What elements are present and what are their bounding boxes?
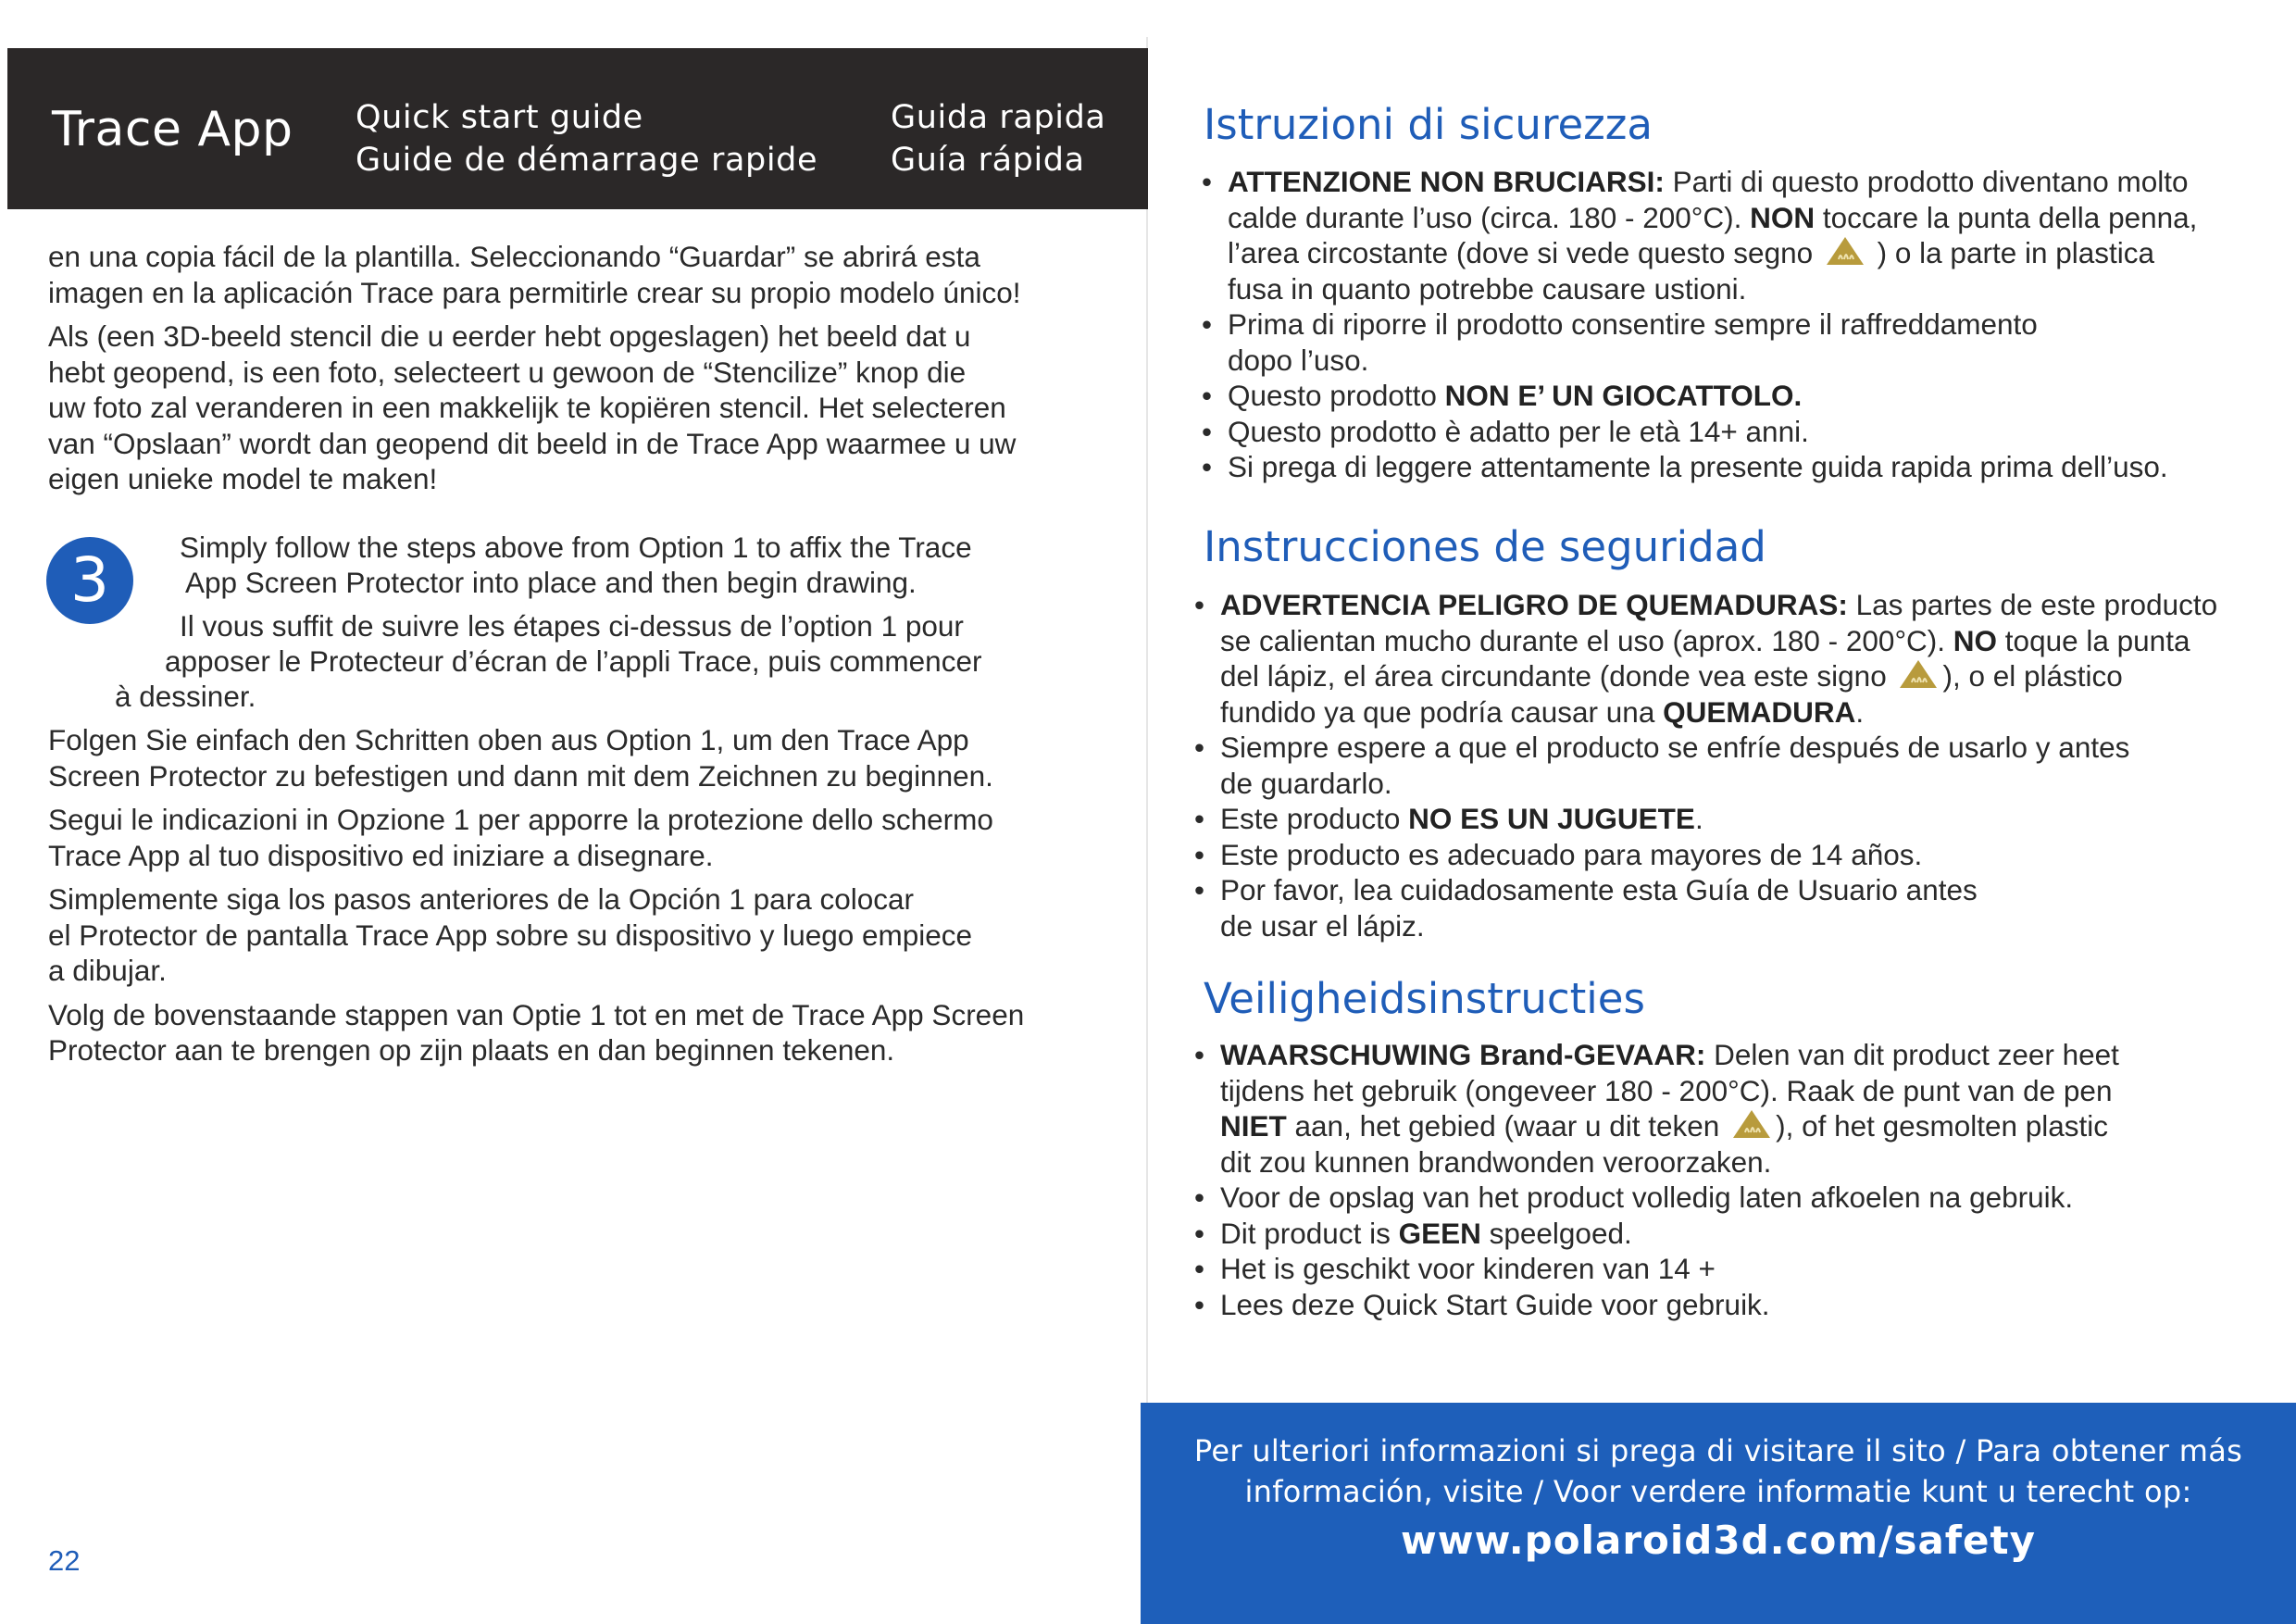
emphasis: GEEN bbox=[1398, 1216, 1481, 1250]
text-span: Dit product is bbox=[1220, 1216, 1399, 1250]
guide-title-en: Quick start guide bbox=[356, 99, 643, 136]
list-item bbox=[1194, 1037, 2277, 1180]
text-span: ) o la parte in plastica bbox=[1877, 236, 2155, 269]
text-span: l’area circostante (dove si vede questo segno bbox=[1228, 236, 1814, 269]
emphasis: NO bbox=[1953, 623, 1998, 657]
list-item bbox=[1194, 730, 2277, 801]
page-fold bbox=[1146, 37, 1148, 1624]
guide-title-col1 bbox=[356, 96, 817, 181]
warning-label: WAARSCHUWING Brand-GEVAAR: bbox=[1220, 1038, 1706, 1071]
warning-label: ATTENZIONE NON BRUCIARSI: bbox=[1228, 165, 1665, 198]
text-span: speelgoed. bbox=[1480, 1216, 1632, 1250]
intro-text-block bbox=[48, 239, 1104, 506]
text-line: Protector aan te brengen op zijn plaats en dan beginnen tekenen. bbox=[48, 1033, 895, 1067]
section-title-es: Instrucciones de seguridad bbox=[1204, 522, 1766, 571]
intro-nl-paragraph bbox=[48, 319, 1104, 497]
emphasis: NON bbox=[1750, 200, 1816, 234]
guide-title-es: Guía rápida bbox=[891, 142, 1085, 179]
text-line: información, visite / Voor verdere informatie kunt u terecht op: bbox=[1244, 1474, 2192, 1509]
list-item bbox=[1202, 164, 2276, 306]
guide-title-col2 bbox=[891, 96, 1105, 181]
text-span: de guardarlo. bbox=[1220, 766, 1392, 800]
text-line: Als (een 3D-beeld stencil die u eerder hebt opgeslagen) het beeld dat u bbox=[48, 319, 971, 353]
section-title-nl: Veiligheidsinstructies bbox=[1204, 974, 1645, 1023]
text-line: el Protector de pantalla Trace App sobre su dispositivo y luego empiece bbox=[48, 918, 973, 952]
list-item: • Questo prodotto è adatto per le età 14+ anni. bbox=[1202, 414, 2276, 450]
list-item bbox=[1194, 872, 2277, 943]
header-band bbox=[7, 48, 1148, 209]
text-span: calde durante l’uso (circa. 180 - 200°C). bbox=[1228, 200, 1751, 234]
text-span: aan, het gebied (waar u dit teken bbox=[1286, 1109, 1720, 1143]
text-span: dit zou kunnen brandwonden veroorzaken. bbox=[1220, 1144, 1772, 1179]
footer-info-band bbox=[1141, 1403, 2296, 1624]
step-number-badge: 3 bbox=[46, 537, 133, 624]
text-span: de usar el lápiz. bbox=[1220, 908, 1425, 943]
text-line: Folgen Sie einfach den Schritten oben aus Option 1, um den Trace App bbox=[48, 723, 969, 756]
text-span: Por favor, lea cuidadosamente esta Guía de Usuario antes bbox=[1220, 873, 1978, 906]
text-span: Questo prodotto bbox=[1228, 379, 1445, 412]
safety-list-nl bbox=[1194, 1037, 2277, 1322]
text-span: ), of het gesmolten plastic bbox=[1776, 1109, 2109, 1143]
step-fr-line: à dessiner. bbox=[115, 680, 256, 713]
text-span: toccare la punta della penna, bbox=[1815, 200, 2198, 234]
text-span: se calientan mucho durante el uso (aprox. 180 - 200°C). bbox=[1220, 623, 1953, 657]
text-line: van “Opslaan” wordt dan geopend dit beeld in de Trace App waarmee u uw bbox=[48, 426, 1017, 460]
app-title: Trace App bbox=[52, 102, 293, 157]
page-number: 22 bbox=[48, 1544, 81, 1577]
step-it-paragraph bbox=[48, 802, 1104, 873]
text-line: Screen Protector zu befestigen und dann mit dem Zeichnen zu beginnen. bbox=[48, 758, 993, 793]
text-line: Segui le indicazioni in Opzione 1 per apporre la protezione dello schermo bbox=[48, 803, 993, 836]
footer-info-text bbox=[1141, 1430, 2296, 1512]
warning-hot-icon bbox=[1731, 1108, 1772, 1140]
text-span: Parti di questo prodotto diventano molto bbox=[1664, 165, 2189, 198]
text-line: Trace App al tuo dispositivo ed iniziare a disegnare. bbox=[48, 838, 714, 872]
text-span: dopo l’uso. bbox=[1228, 343, 1369, 377]
list-item bbox=[1194, 801, 2277, 837]
text-span: Prima di riporre il prodotto consentire sempre il raffreddamento bbox=[1228, 307, 2038, 341]
emphasis: NO ES UN JUGUETE bbox=[1408, 802, 1695, 835]
text-span: Este producto bbox=[1220, 802, 1409, 835]
emphasis: NON E’ UN GIOCATTOLO. bbox=[1444, 379, 1803, 412]
text-line: hebt geopend, is een foto, selecteert u gewoon de “Stencilize” knop die bbox=[48, 355, 967, 389]
list-item: • Si prega di leggere attentamente la presente guida rapida prima dell’uso. bbox=[1202, 449, 2276, 485]
safety-list-it bbox=[1202, 164, 2276, 485]
text-span: ), o el plástico bbox=[1942, 659, 2123, 693]
text-line: uw foto zal veranderen in een makkelijk te kopiëren stencil. Het selecteren bbox=[48, 391, 1006, 424]
list-item: • Lees deze Quick Start Guide voor gebruik. bbox=[1194, 1287, 2277, 1323]
safety-url-link[interactable]: www.polaroid3d.com/safety bbox=[1400, 1518, 2036, 1563]
text-span: fusa in quanto potrebbe causare ustioni. bbox=[1228, 271, 1747, 306]
text-line: Per ulteriori informazioni si prega di visitare il sito / Para obtener más bbox=[1193, 1433, 2243, 1468]
text-span: . bbox=[1855, 694, 1865, 729]
text-line: eigen unieke model te maken! bbox=[48, 462, 438, 495]
safety-list-es bbox=[1194, 587, 2277, 943]
text-line: a dibujar. bbox=[48, 954, 167, 987]
step-de-paragraph bbox=[48, 722, 1104, 793]
text-span: Siempre espere a que el producto se enfríe después de usarlo y antes bbox=[1220, 731, 2130, 764]
text-span: tijdens het gebruik (ongeveer 180 - 200°C). Raak de punt van de pen bbox=[1220, 1073, 2113, 1107]
warning-hot-icon bbox=[1825, 235, 1866, 267]
section-title-it: Istruzioni di sicurezza bbox=[1204, 100, 1653, 149]
step-en-line: App Screen Protector into place and then begin drawing. bbox=[185, 566, 917, 599]
step-fr-line: Il vous suffit de suivre les étapes ci-dessus de l’option 1 pour bbox=[180, 609, 964, 643]
step-fr-line: apposer le Protecteur d’écran de l’appli Trace, puis commencer bbox=[165, 644, 982, 678]
step-translations-block bbox=[48, 722, 1104, 1077]
text-line: Simplemente siga los pasos anteriores de la Opción 1 para colocar bbox=[48, 882, 915, 916]
warning-hot-icon bbox=[1898, 658, 1939, 690]
emphasis: NIET bbox=[1220, 1109, 1287, 1143]
text-span: Las partes de este producto bbox=[1847, 588, 2218, 621]
text-span: . bbox=[1694, 802, 1703, 835]
text-span: Delen van dit product zeer heet bbox=[1705, 1038, 2119, 1071]
text-span: toque la punta bbox=[1997, 623, 2190, 657]
list-item bbox=[1194, 587, 2277, 730]
list-item bbox=[1202, 378, 2276, 414]
warning-label: ADVERTENCIA PELIGRO DE QUEMADURAS: bbox=[1220, 588, 1848, 621]
list-item: • Voor de opslag van het product volledig laten afkoelen na gebruik. bbox=[1194, 1180, 2277, 1216]
guide-title-it: Guida rapida bbox=[891, 99, 1106, 136]
step-nl-paragraph bbox=[48, 997, 1104, 1068]
step-en-line: Simply follow the steps above from Option 1 to affix the Trace bbox=[180, 531, 972, 564]
step-es-paragraph bbox=[48, 881, 1104, 989]
guide-title-fr: Guide de démarrage rapide bbox=[356, 142, 818, 179]
list-item: • Este producto es adecuado para mayores de 14 años. bbox=[1194, 837, 2277, 873]
text-line: en una copia fácil de la plantilla. Seleccionando “Guardar” se abrirá esta bbox=[48, 240, 980, 273]
text-line: imagen en la aplicación Trace para permitirle crear su propio modelo único! bbox=[48, 275, 1021, 309]
emphasis: QUEMADURA bbox=[1663, 694, 1856, 729]
text-span: fundido ya que podría causar una bbox=[1220, 694, 1664, 729]
list-item bbox=[1202, 306, 2276, 378]
text-span: del lápiz, el área circundante (donde vea este signo bbox=[1220, 659, 1887, 693]
list-item: • Het is geschikt voor kinderen van 14 + bbox=[1194, 1251, 2277, 1287]
list-item bbox=[1194, 1216, 2277, 1252]
text-line: Volg de bovenstaande stappen van Optie 1 tot en met de Trace App Screen bbox=[48, 997, 1025, 1031]
intro-es-paragraph bbox=[48, 239, 1104, 310]
